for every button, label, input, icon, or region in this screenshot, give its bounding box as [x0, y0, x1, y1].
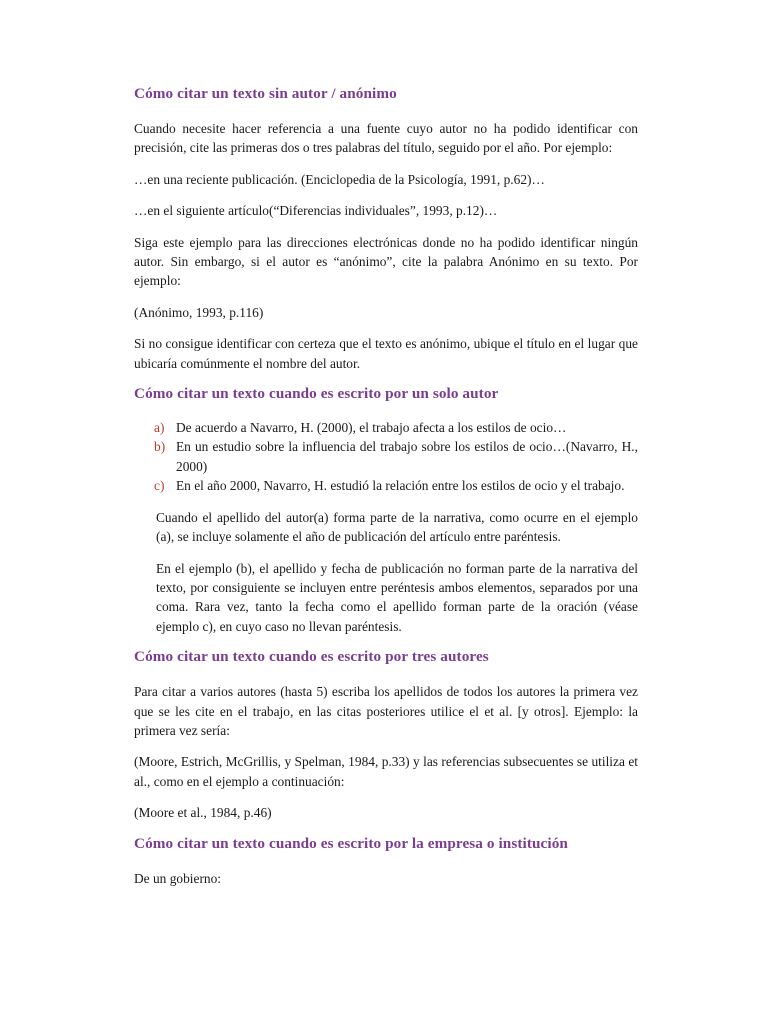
example-line: …en una reciente publicación. (Enciclopedia de la Psicología, 1991, p.62)… — [134, 171, 545, 187]
document-body — [134, 84, 638, 888]
paragraph: (Moore, Estrich, McGrillis, y Spelman, 1984, p.33) y las referencias subsecuentes se utiliza et al., como en el ejemplo a continuación: — [134, 754, 638, 789]
section-heading-anonymous: Cómo citar un texto sin autor / anónimo — [134, 85, 397, 102]
paragraph: Siga este ejemplo para las direcciones electrónicas donde no ha podido identificar ningún autor. Sin embargo, si el autor es “anónimo”, cite la palabra Anónimo en su texto. Por ejemplo: — [134, 234, 638, 289]
example-line: (Anónimo, 1993, p.116) — [134, 304, 264, 320]
list-label: b) — [154, 439, 166, 455]
list-item-text: En un estudio sobre la influencia del trabajo sobre los estilos de ocio…(Navarro, H., 2000) — [176, 439, 638, 474]
list-item-text: En el año 2000, Navarro, H. estudió la relación entre los estilos de ocio y el trabajo. — [176, 478, 625, 494]
list-label: a) — [154, 420, 165, 436]
example-line: (Moore et al., 1984, p.46) — [134, 805, 272, 821]
section-heading-three-authors: Cómo citar un texto cuando es escrito por tres autores — [134, 648, 489, 666]
list-item — [154, 476, 638, 495]
section-heading-institution: Cómo citar un texto cuando es escrito por la empresa o institución — [134, 834, 568, 852]
example-line: …en el siguiente artículo(“Diferencias individuales”, 1993, p.12)… — [134, 203, 498, 219]
example-list — [134, 418, 638, 496]
paragraph: En el ejemplo (b), el apellido y fecha de publicación no forman parte de la narrativa del texto, por consiguiente se incluyen entre peréntesis ambos elementos, separados por una coma. Rara vez, tanto la fecha como el apellido forman parte de la oración (véase ejemplo c), en cuyo caso no llevan paréntesis. — [156, 560, 638, 634]
list-label: c) — [154, 478, 165, 494]
list-item — [154, 418, 638, 437]
paragraph: Para citar a varios autores (hasta 5) escriba los apellidos de todos los autores la primera vez que se les cite en el trabajo, en las citas posteriores utilice el et al. [y otros]. Ejemplo: la primera vez sería: — [134, 684, 638, 738]
list-item — [154, 437, 638, 476]
paragraph: De un gobierno: — [134, 870, 222, 886]
paragraph: Cuando el apellido del autor(a) forma parte de la narrativa, como ocurre en el ejemplo (a), se incluye solamente el año de publicación del artículo entre paréntesis. — [156, 509, 638, 545]
paragraph: Cuando necesite hacer referencia a una fuente cuyo autor no ha podido identificar con precisión, cite las primeras dos o tres palabras del título, seguido por el año. Por ejemplo: — [134, 121, 638, 156]
section-heading-single-author: Cómo citar un texto cuando es escrito por un solo autor — [134, 385, 499, 403]
list-item-text: De acuerdo a Navarro, H. (2000), el trabajo afecta a los estilos de ocio… — [176, 420, 567, 436]
paragraph: Si no consigue identificar con certeza que el texto es anónimo, ubique el título en el lugar que ubicaría comúnmente el nombre del autor. — [134, 336, 638, 371]
